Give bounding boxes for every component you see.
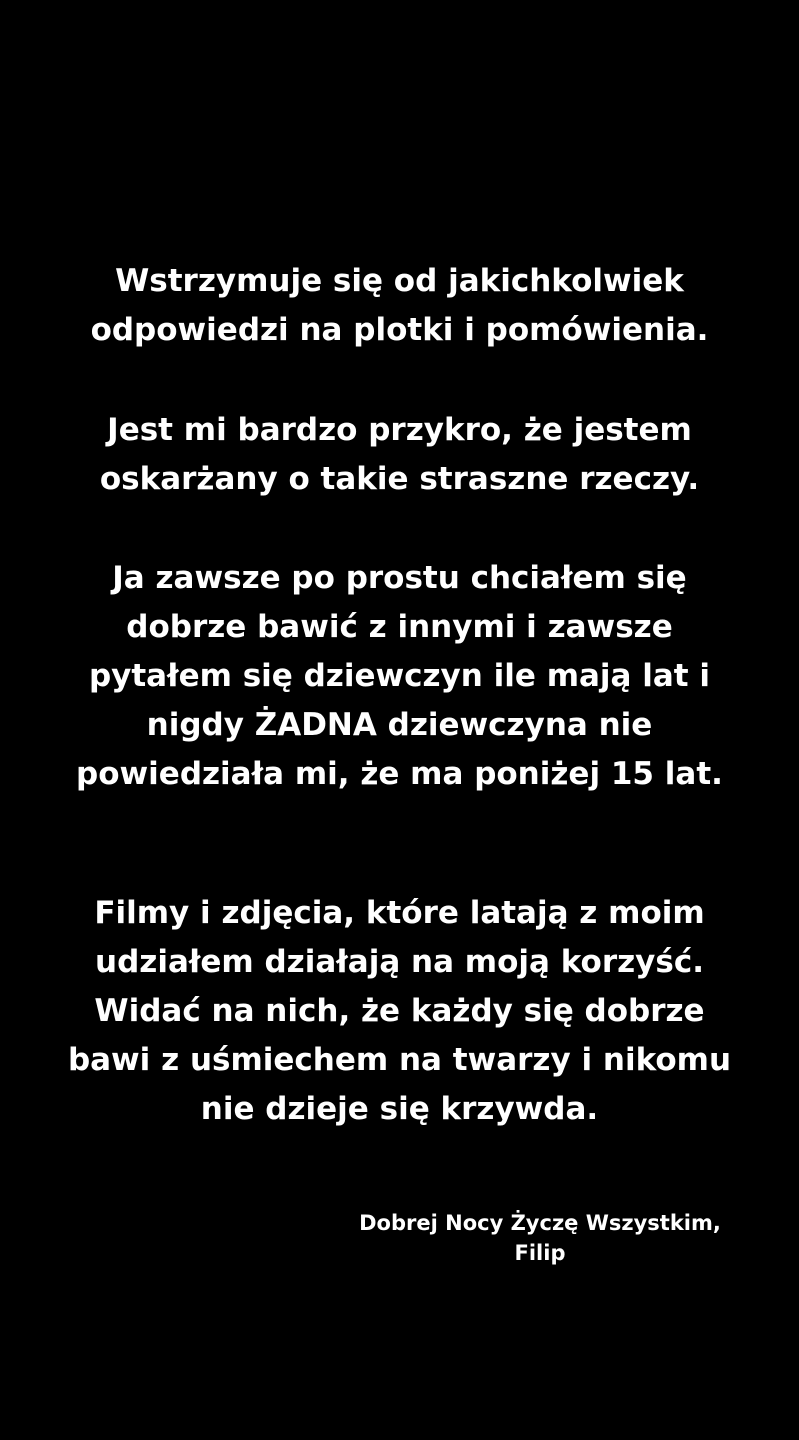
text-line: pytałem się dziewczyn ile mają lat i: [88, 658, 711, 694]
text-line: Filmy i zdjęcia, które latają z moim: [94, 895, 705, 931]
text-line: Ja zawsze po prostu chciałem się: [112, 560, 687, 596]
signature-greeting: Dobrej Nocy Życzę Wszystkim,: [359, 1211, 721, 1235]
text-line: nie dzieje się krzywda.: [200, 1091, 599, 1127]
paragraph-explanation: [0, 554, 799, 799]
signature-block: [330, 1208, 750, 1268]
text-line: udziałem działają na moją korzyść.: [95, 944, 704, 980]
text-line: powiedziała mi, że ma poniżej 15 lat.: [76, 756, 723, 792]
signature-name: Filip: [514, 1241, 566, 1265]
text-line: Wstrzymuje się od jakichkolwiek: [115, 263, 684, 299]
text-line: oskarżany o takie straszne rzeczy.: [99, 461, 700, 497]
text-line: odpowiedzi na plotki i pomówienia.: [90, 312, 709, 348]
paragraph-statement: [0, 257, 799, 355]
paragraph-regret: [0, 406, 799, 504]
text-line: dobrze bawić z innymi i zawsze: [126, 609, 673, 645]
text-line: nigdy ŻADNA dziewczyna nie: [146, 707, 653, 743]
paragraph-media: [0, 889, 799, 1134]
text-line: Widać na nich, że każdy się dobrze: [94, 993, 705, 1029]
text-line: bawi z uśmiechem na twarzy i nikomu: [67, 1042, 732, 1078]
text-line: Jest mi bardzo przykro, że jestem: [107, 412, 692, 448]
